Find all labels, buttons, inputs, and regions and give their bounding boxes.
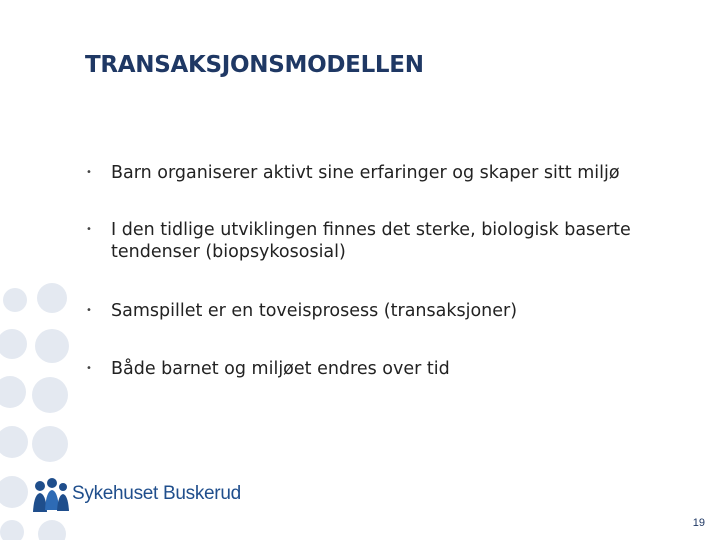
bullet-text: Både barnet og miljøet endres over tid xyxy=(111,359,450,379)
slide-title: TRANSAKSJONSMODELLEN xyxy=(85,52,424,78)
bullet-item xyxy=(86,358,646,380)
bullet-text: Samspillet er en toveisprosess (transaksjoner) xyxy=(111,301,518,321)
bullet-item xyxy=(86,162,646,184)
bullet-marker: • xyxy=(86,363,92,374)
bullet-marker: • xyxy=(86,224,92,235)
page-number: 19 xyxy=(692,517,705,529)
bullet-item xyxy=(86,300,646,322)
logo-text: Sykehuset Buskerud xyxy=(72,483,241,504)
bullet-text: Barn organiserer aktivt sine erfaringer og skaper sitt miljø xyxy=(111,163,620,183)
bullet-marker: • xyxy=(86,167,92,178)
bullet-marker: • xyxy=(86,305,92,316)
bullet-item xyxy=(86,219,646,263)
bullet-text: I den tidlige utviklingen finnes det sterke, biologisk baserte tendenser (biopsykososial) xyxy=(111,220,631,262)
